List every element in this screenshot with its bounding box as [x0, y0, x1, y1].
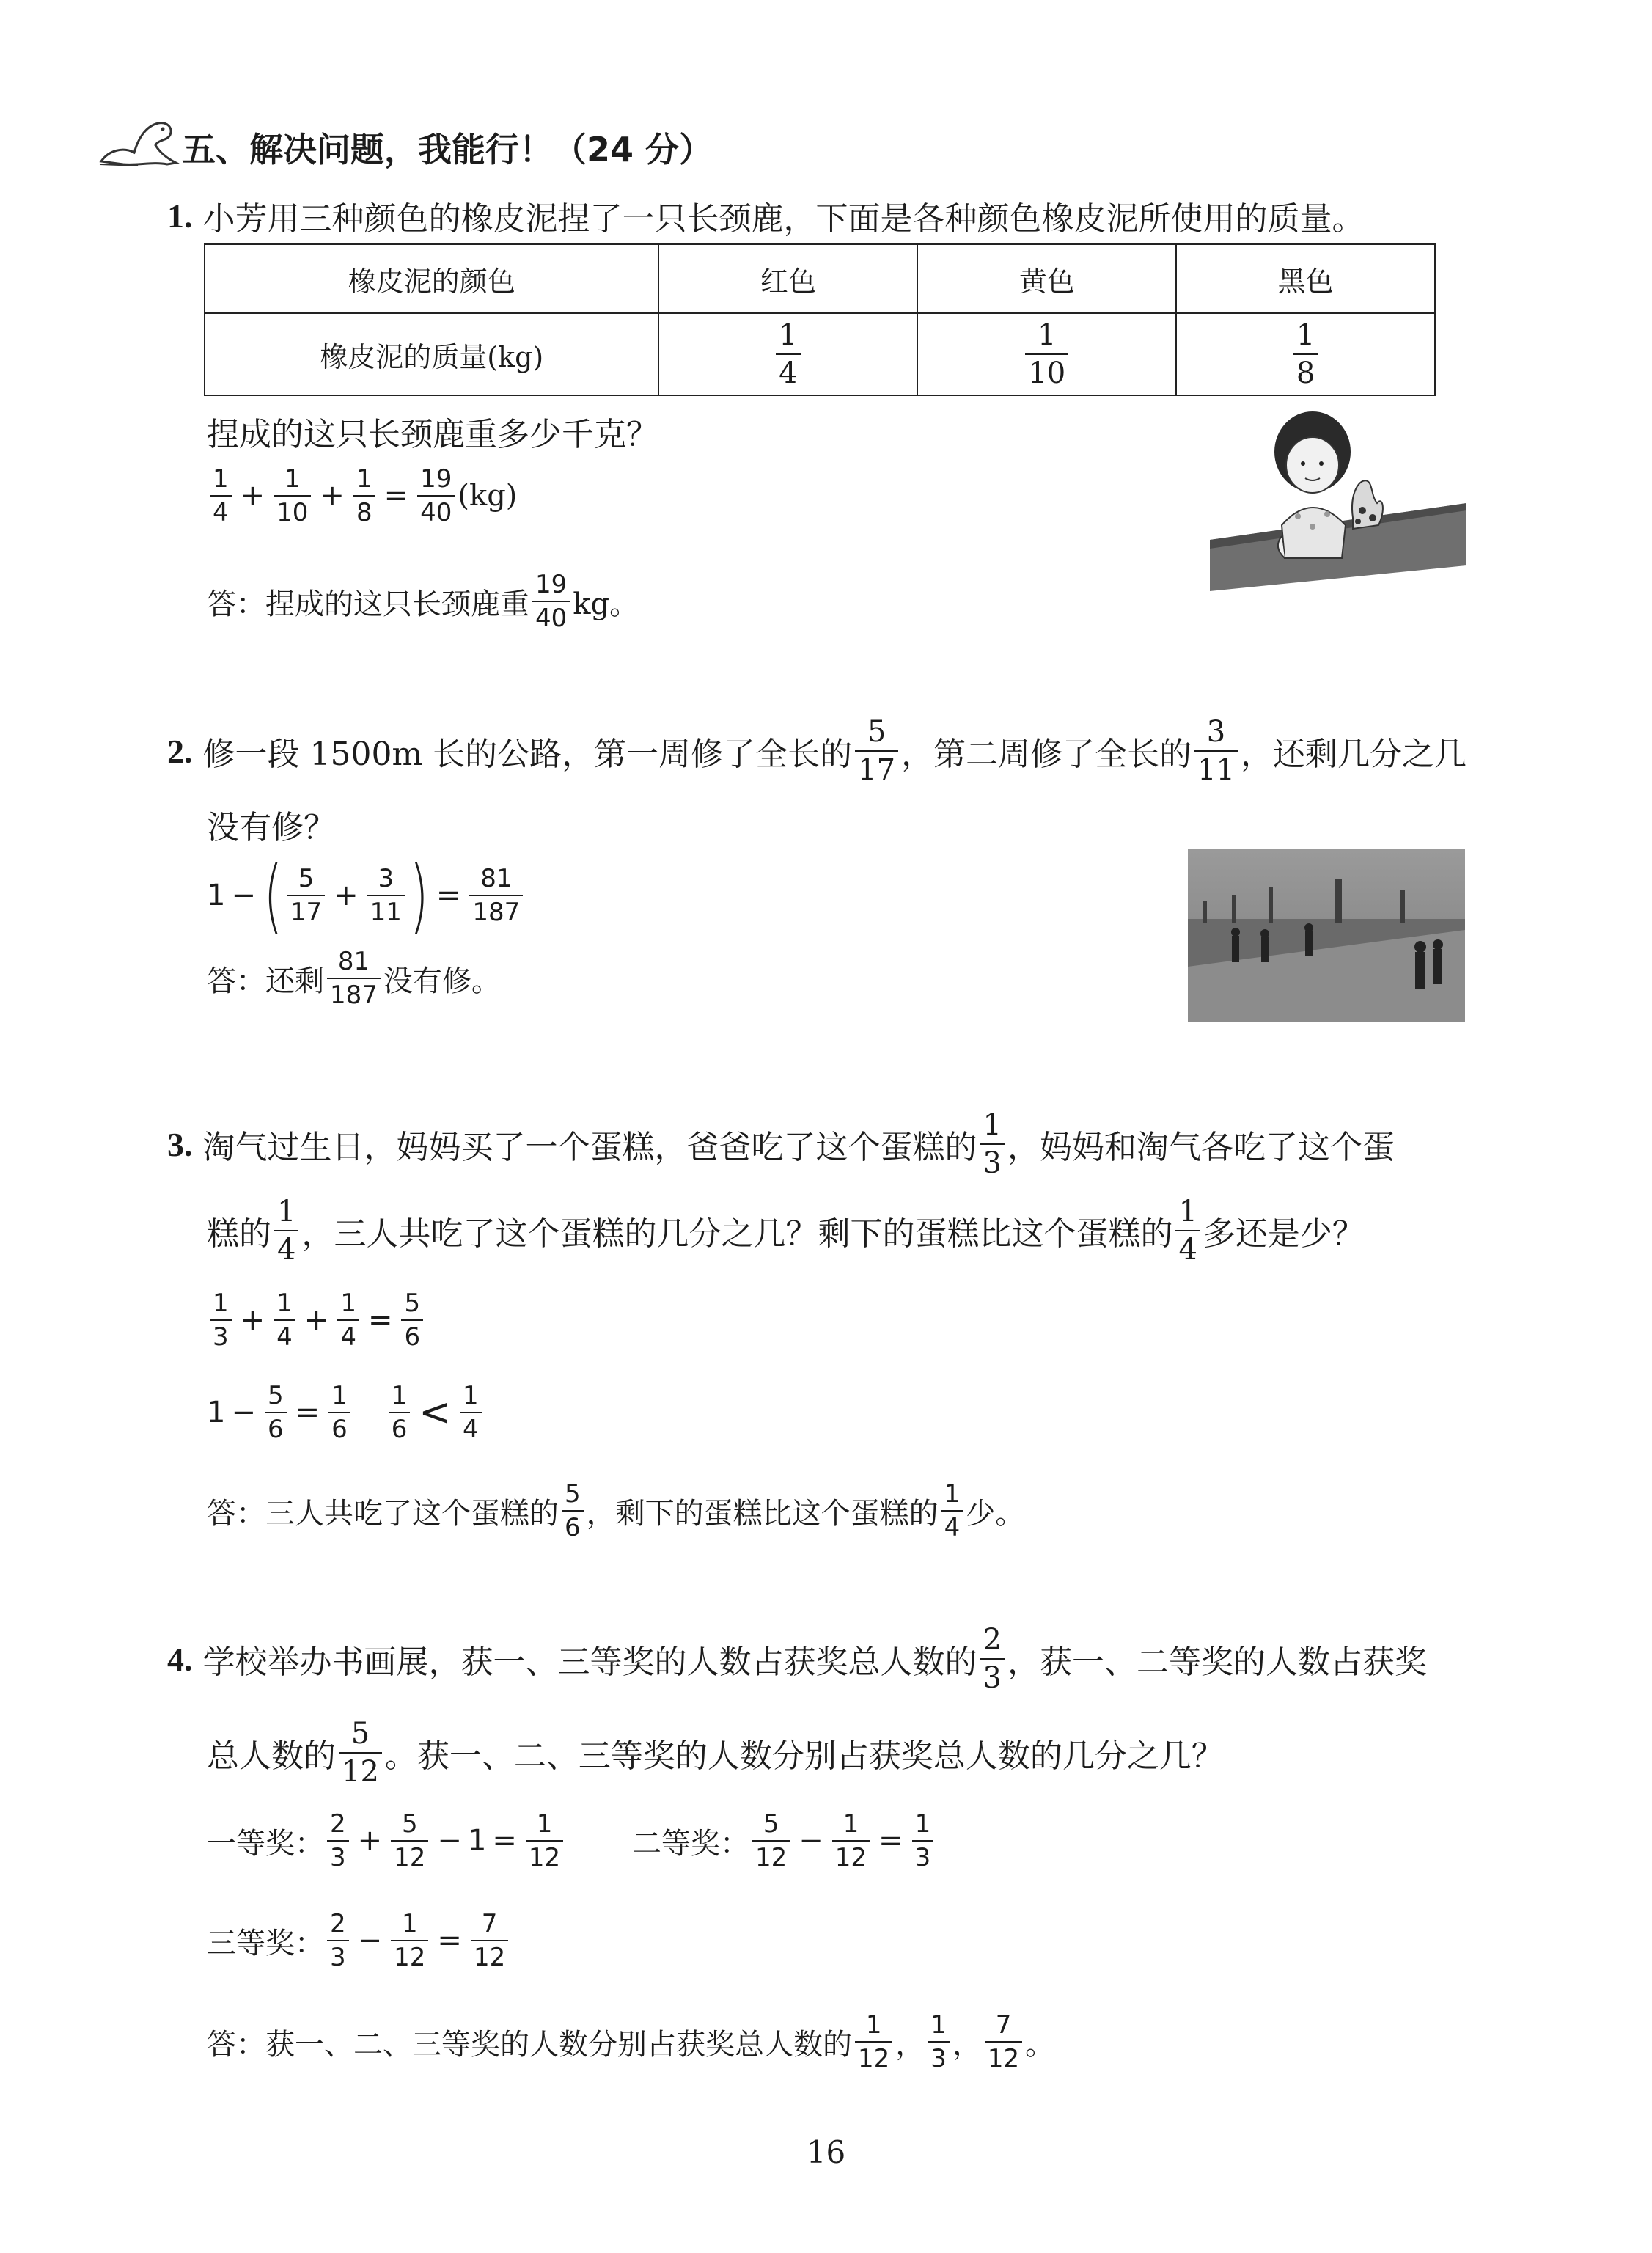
q1-number: 1.	[167, 197, 193, 235]
q3-calc1: $\frac{1}{3}$ + $\frac{1}{4}$ + $\frac{1}{4}$ = $\frac{5}{6}$	[207, 1291, 426, 1349]
page-number: 16	[806, 2134, 846, 2170]
q4-answer: 答：获一、二、三等奖的人数分别占获奖总人数的 $\frac{1}{12}$ ， $\frac{1}{3}$ ， $\frac{7}{12}$ 。	[207, 2010, 1055, 2073]
q3-line1: 3. 淘气过生日，妈妈买了一个蛋糕，爸爸吃了这个蛋糕的 $\frac{1}{3}$ ，妈妈和淘气各吃了这个蛋	[167, 1108, 1395, 1180]
q1-line	[167, 192, 1365, 239]
q4-first-prize-calc: 一等奖： $\frac{2}{3}$ + $\frac{5}{12}$ − 1 = $\frac{1}{12}$	[207, 1811, 566, 1870]
girl-giraffe-illustration	[1203, 408, 1466, 591]
table-cell-black-mass: $\frac{1}{8}$	[1176, 313, 1435, 395]
seal-mascot-icon	[94, 110, 180, 172]
q1-answer: 答：捏成的这只长颈鹿重 $\frac{19}{40}$ kg。	[207, 570, 639, 633]
q4-line1: 4. 学校举办书画展，获一、三等奖的人数占获奖总人数的 $\frac{2}{3}$ ，获一、二等奖的人数占获奖	[167, 1623, 1427, 1695]
q4-number: 4.	[167, 1640, 193, 1678]
table-cell-yellow: 黄色	[917, 244, 1176, 313]
q2-line2: 没有修？	[207, 809, 336, 846]
q1-text: 小芳用三种颜色的橡皮泥捏了一只长颈鹿，下面是各种颜色橡皮泥所使用的质量。	[202, 200, 1365, 238]
q1-question: 捏成的这只长颈鹿重多少千克？	[207, 416, 658, 453]
q3-answer: 答：三人共吃了这个蛋糕的 $\frac{5}{6}$ ，剩下的蛋糕比这个蛋糕的 $\frac{1}{4}$ 少。	[207, 1479, 1025, 1542]
q2-line1: 2. 修一段 1500m 长的公路，第一周修了全长的 $\frac{5}{17}$ ，第二周修了全长的 $\frac{3}{11}$ ，还剩几分之几	[167, 715, 1466, 787]
q2-answer: 答：还剩 $\frac{81}{187}$ 没有修。	[207, 947, 501, 1010]
table-cell-black: 黑色	[1176, 244, 1435, 313]
road-construction-photo	[1188, 849, 1465, 1022]
q2-calc: 1 − ( $\frac{5}{17}$ + $\frac{3}{11}$ ) = $\frac{81}{187}$	[207, 855, 526, 936]
table-cell-red-mass: $\frac{1}{4}$	[658, 313, 917, 395]
q2-number: 2.	[167, 732, 193, 770]
table-cell-red: 红色	[658, 244, 917, 313]
q3-calc2: 1 − $\frac{5}{6}$ = $\frac{1}{6}$ $\frac{1}{6}$ < $\frac{1}{4}$	[207, 1383, 485, 1442]
q4-second-prize-calc: 二等奖： $\frac{5}{12}$ − $\frac{1}{12}$ = $\frac{1}{3}$	[632, 1811, 936, 1870]
table-cell-yellow-mass: $\frac{1}{10}$	[917, 313, 1176, 395]
q3-number: 3.	[167, 1125, 193, 1163]
q4-third-prize-calc: 三等奖： $\frac{2}{3}$ − $\frac{1}{12}$ = $\frac{7}{12}$	[207, 1911, 511, 1970]
q4-line2: 总人数的 $\frac{5}{12}$ 。获一、二、三等奖的人数分别占获奖总人数的几分之几？	[207, 1717, 1224, 1789]
mass-table	[204, 243, 1436, 396]
table-cell-header-mass: 橡皮泥的质量(kg)	[205, 313, 658, 395]
q1-calc: $\frac{1}{4}$ + $\frac{1}{10}$ + $\frac{1}{8}$ = $\frac{19}{40}$ (kg)	[207, 466, 517, 525]
q3-line2: 糕的 $\frac{1}{4}$ ，三人共吃了这个蛋糕的几分之几？剩下的蛋糕比这个蛋糕的 $\frac{1}{4}$ 多还是少？	[207, 1195, 1365, 1267]
section-title: 五、解决问题，我能行！（24 分）	[182, 130, 713, 169]
table-cell-header-color: 橡皮泥的颜色	[205, 244, 658, 313]
